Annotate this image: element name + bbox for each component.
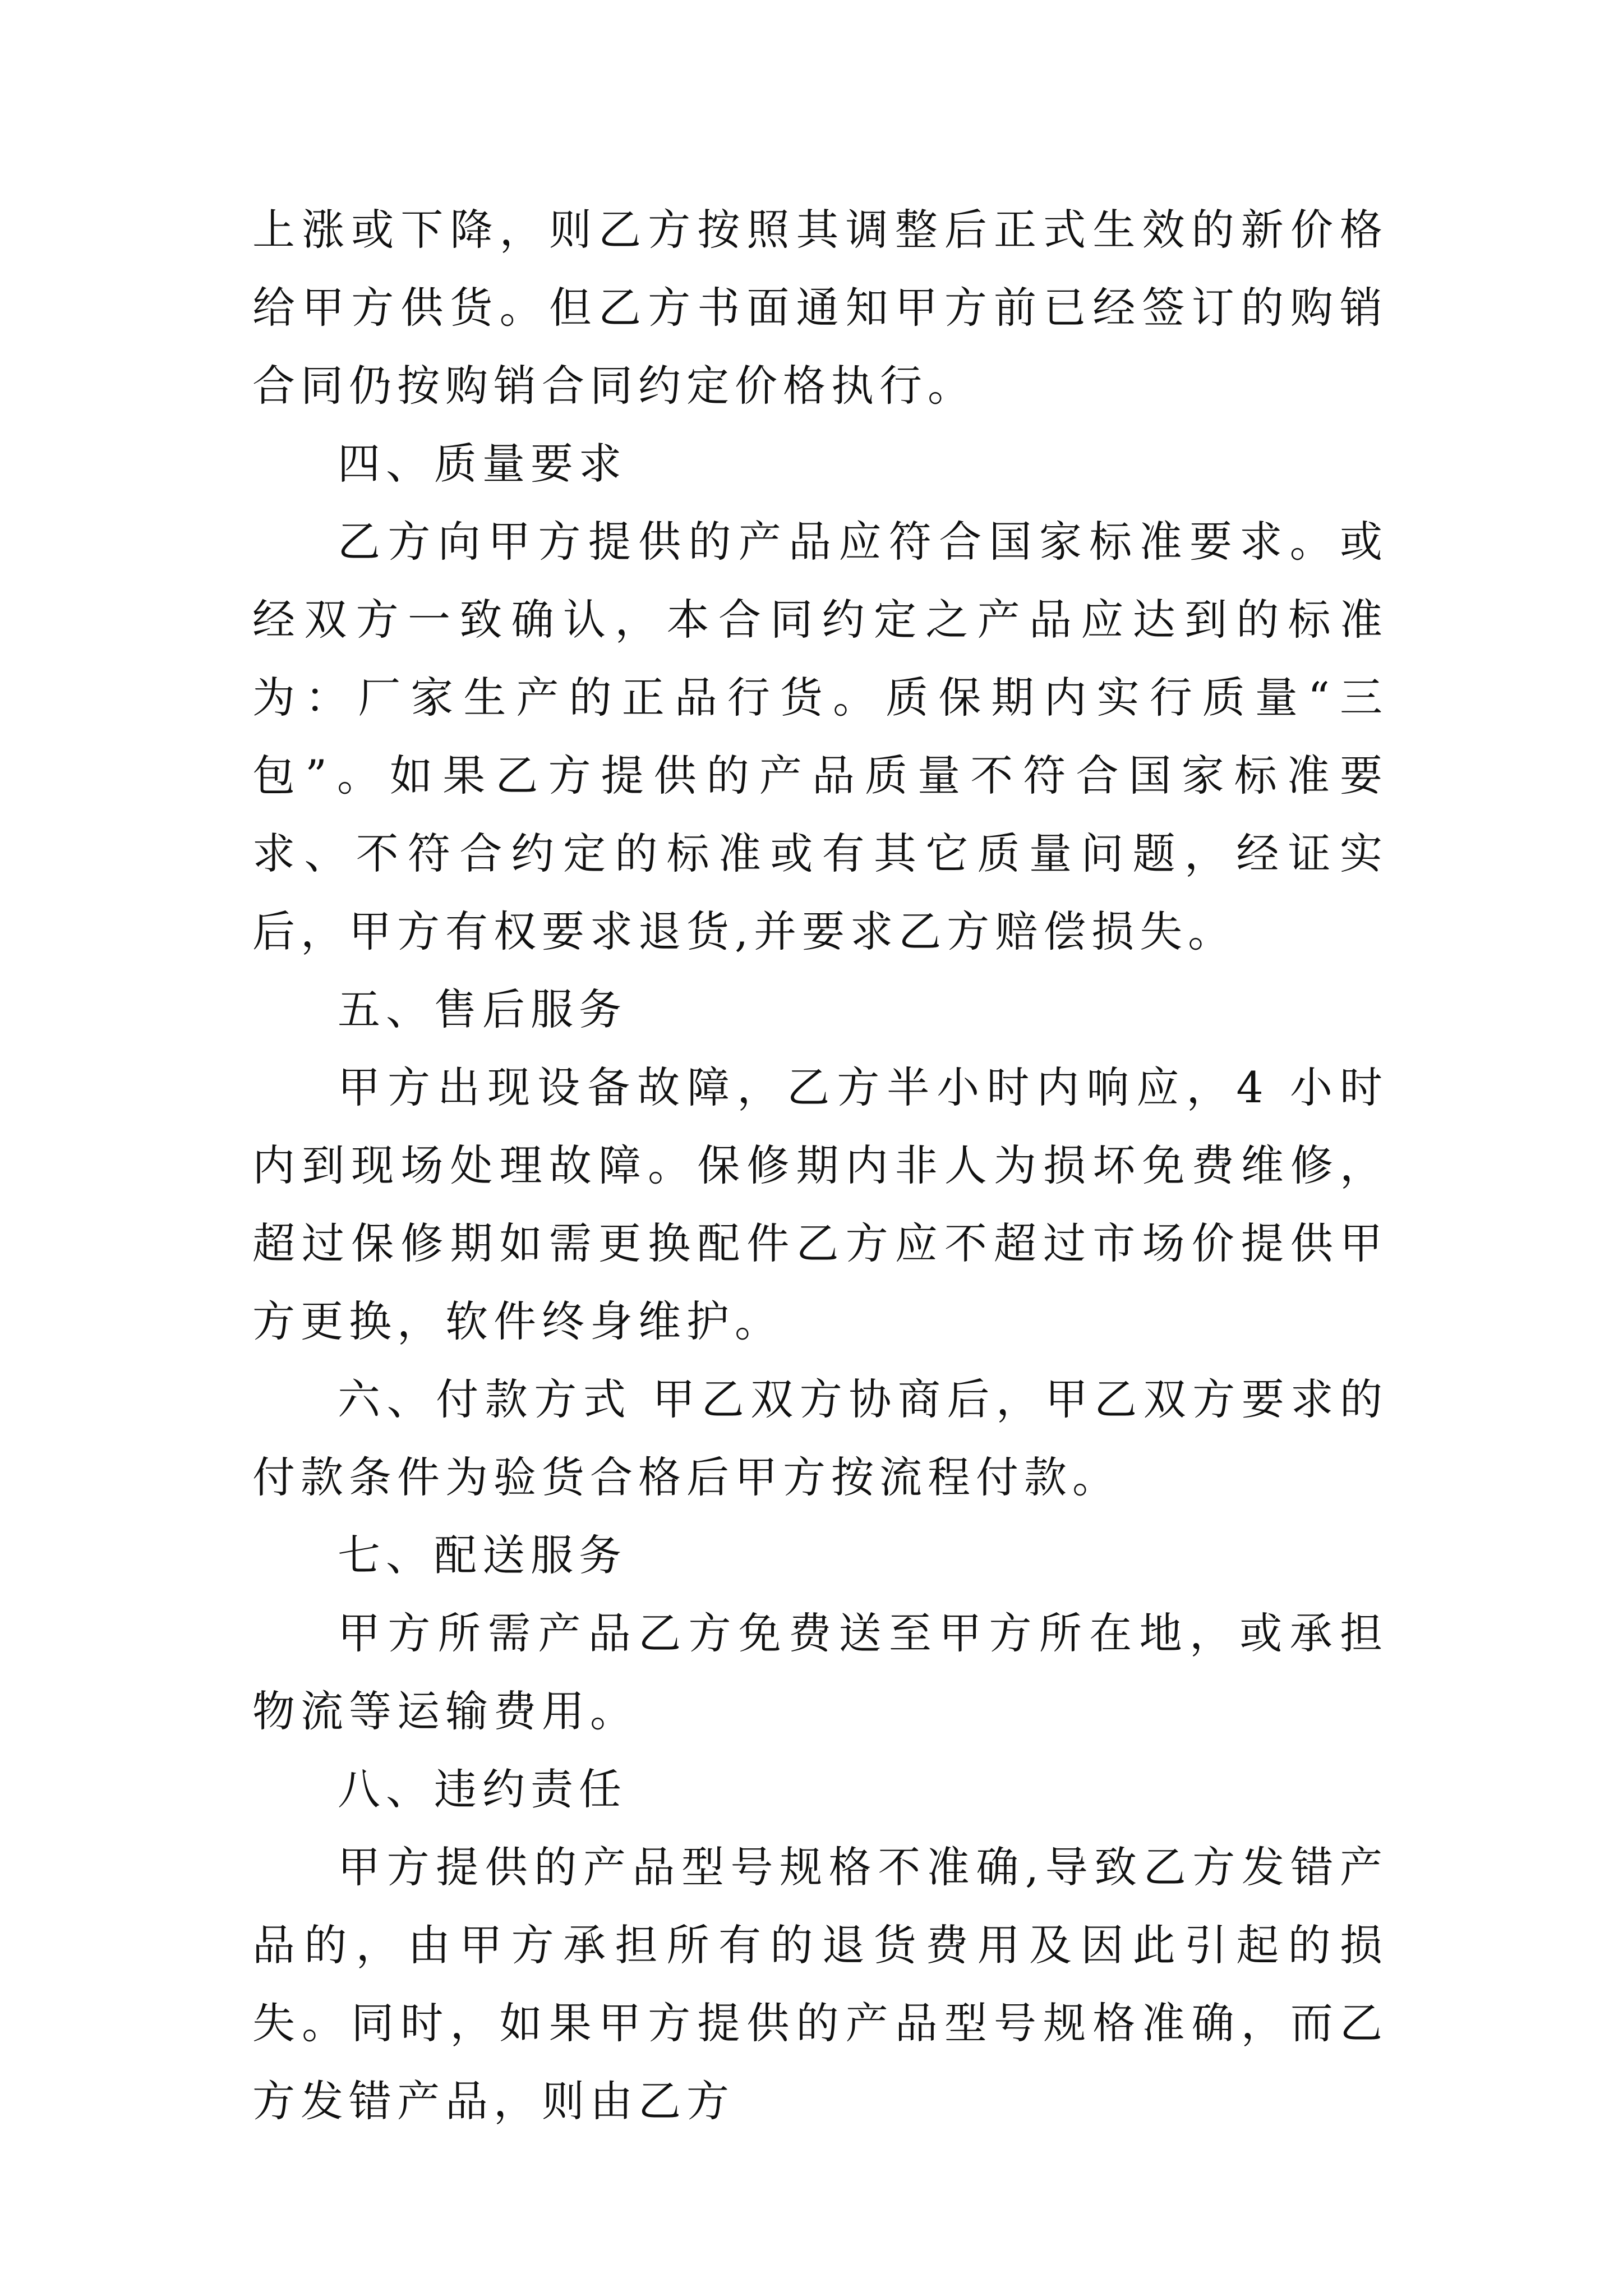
heading-quality-requirements: 四、质量要求 [338, 439, 627, 489]
heading-delivery-service: 七、配送服务 [338, 1530, 627, 1580]
paragraph-delivery-service: 甲方所需产品乙方免费送至甲方所在地，或承担物流等运输费用。 [252, 1608, 1388, 1736]
document-body [252, 191, 1388, 2140]
paragraph-liability-for-breach: 甲方提供的产品型号规格不准确,导致乙方发错产品的，由甲方承担所有的退货费用及因此引起的损失。同时，如果甲方提供的产品型号规格准确，而乙方发错产品，则由乙方 [252, 1842, 1388, 2126]
paragraph-price-adjustment: 上涨或下降，则乙方按照其调整后正式生效的新价格给甲方供货。但乙方书面通知甲方前已经签订的购销合同仍按购销合同约定价格执行。 [252, 205, 1388, 411]
paragraph-quality-requirements: 乙方向甲方提供的产品应符合国家标准要求。或经双方一致确认，本合同约定之产品应达到的标准为：厂家生产的正品行货。质保期内实行质量“三包”。如果乙方提供的产品质量不符合国家标准要求、不符合约定的标准或有其它质量问题，经证实后，甲方有权要求退货,并要求乙方赔偿损失。 [252, 517, 1388, 956]
heading-liability-for-breach: 八、违约责任 [338, 1764, 627, 1814]
heading-after-sales-service: 五、售后服务 [338, 984, 627, 1034]
paragraph-after-sales-service: 甲方出现设备故障，乙方半小时内响应，4 小时内到现场处理故障。保修期内非人为损坏免费维修，超过保修期如需更换配件乙方应不超过市场价提供甲方更换，软件终身维护。 [252, 1062, 1388, 1346]
paragraph-payment-method: 六、付款方式 甲乙双方协商后，甲乙双方要求的付款条件为验货合格后甲方按流程付款。 [252, 1374, 1388, 1502]
